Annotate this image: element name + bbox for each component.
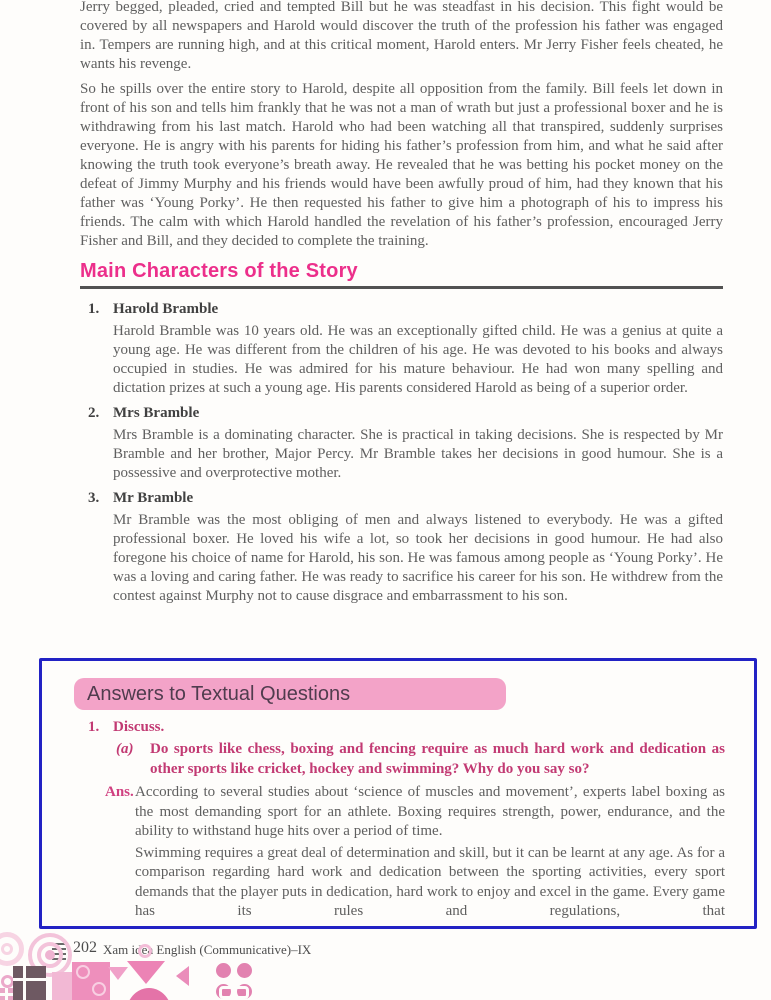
answer-paragraph: Swimming requires a great deal of determination and skill, but it can be learnt at any age. As for a comparison regarding hard work and dedication between the sporting activities, every sport demands that the player puts in dedication, hard work to enjoy and excel in the game. Every game has its rules and regulations, that (135, 844, 725, 919)
character-name-row (80, 489, 723, 508)
deco-dot (237, 963, 252, 978)
character-number: 2. (88, 405, 100, 421)
character-name: Mrs Bramble (113, 405, 200, 421)
deco-dot (216, 963, 231, 978)
page-number: 202 (73, 939, 97, 956)
deco-half-ellipse (126, 988, 172, 1000)
character-item (80, 300, 723, 398)
question-number: 1. (88, 719, 100, 735)
answer-paragraph: According to several studies about ‘science of muscles and movement’, experts label boxing as the most demanding sport for an athlete. Boxing requires strength, power, endurance, and the ability to withstand huge hits over a period of time. (135, 784, 725, 839)
character-description: Mrs Bramble is a dominating character. She is practical in taking decisions. She is respected by Mr Bramble and her brother, Major Percy. Mr Bramble takes her decisions in good humour. She is a possessive and overprotective mother. (113, 427, 723, 481)
question-heading: Discuss. (113, 719, 165, 735)
deco-window-square (13, 966, 46, 1000)
answer-label: Ans. (105, 784, 134, 800)
intro-paragraph: Jerry begged, pleaded, cried and tempted Bill but he was steadfast in his decision. This fight would be covered by all newspapers and Harold would discover the truth of the profession his father was engaged in. Tempers are running high, and at this critical moment, Harold enters. Mr Jerry Fisher feels cheated, he wants his revenge. (80, 0, 723, 72)
section-heading (80, 260, 723, 289)
character-description: Harold Bramble was 10 years old. He was an exceptionally gifted child. He was a genius at quite a young age. He was different from the children of his age. He was devoted to his books and always occupied in studies. He was admired for his mature behaviour. He had won many spelling and dictation prizes at such a young age. His parents considered Harold as being of a superior order. (113, 323, 723, 396)
deco-ring (0, 932, 24, 966)
section-heading-text: Main Characters of the Story (80, 260, 358, 282)
character-description: Mr Bramble was the most obliging of men and always listened to everybody. He was a gifted professional boxer. He loved his wife a lot, so took her decisions in good humour. He had also foregone his choice of name for Harold, his son. He was famous among people as ‘Young Porky’. He was a loving and caring father. He was ready to sacrifice his career for his son. He withdrew from the contest against Murphy not to cause disgrace and embarrassment to his son. (113, 512, 723, 604)
deco-ring-above-triangle (138, 944, 152, 958)
deco-triangle-big (127, 961, 165, 984)
character-number: 1. (88, 301, 100, 317)
character-name: Harold Bramble (113, 301, 219, 317)
question-answer-block (88, 718, 725, 922)
deco-mini-squares (0, 988, 14, 1000)
answers-section-title: Answers to Textual Questions (74, 678, 506, 710)
character-name: Mr Bramble (113, 490, 194, 506)
book-title: Xam idea English (Communicative)–IX (103, 942, 312, 957)
character-name-row (80, 404, 723, 423)
deco-square-with-circles (72, 962, 110, 1000)
deco-white-frame (219, 986, 249, 999)
question-heading-row (88, 718, 725, 737)
sub-question-label: (a) (116, 741, 134, 757)
character-item (80, 489, 723, 606)
deco-triangle-left (176, 966, 189, 986)
intro-paragraph: So he spills over the entire story to Harold, despite all opposition from the family. Bill feels let down in front of his son and tells him frankly that he was not a man of wrath but just a professional boxer and he is withdrawing from his last match. Harold who had been watching all that transpired, suddenly surprises everyone. He is angry with his parents for hiding his father’s profession from him, and what he said after knowing the truth took everyone’s breath away. He revealed that he was betting his pocket money on the defeat of Jimmy Murphy and his friends would have been awfully proud of him, had they known that his father was ‘Young Porky’. He then requested his father to give him a photograph of his to impress his friends. The calm with which Harold handled the revelation of his father’s profession, encouraged Jerry Fisher and Bill, and they decided to complete the training. (80, 81, 723, 249)
sub-question-text: Do sports like chess, boxing and fencing require as much hard work and dedication as other sports like cricket, hockey and swimming? Why do you say so? (150, 741, 725, 777)
sub-question (88, 740, 725, 779)
character-name-row (80, 300, 723, 319)
answers-highlight-box (39, 658, 757, 929)
main-text-column (80, 0, 723, 612)
character-item (80, 404, 723, 483)
answer-block (88, 783, 725, 922)
deco-triangle-small (108, 967, 128, 980)
character-number: 3. (88, 490, 100, 506)
